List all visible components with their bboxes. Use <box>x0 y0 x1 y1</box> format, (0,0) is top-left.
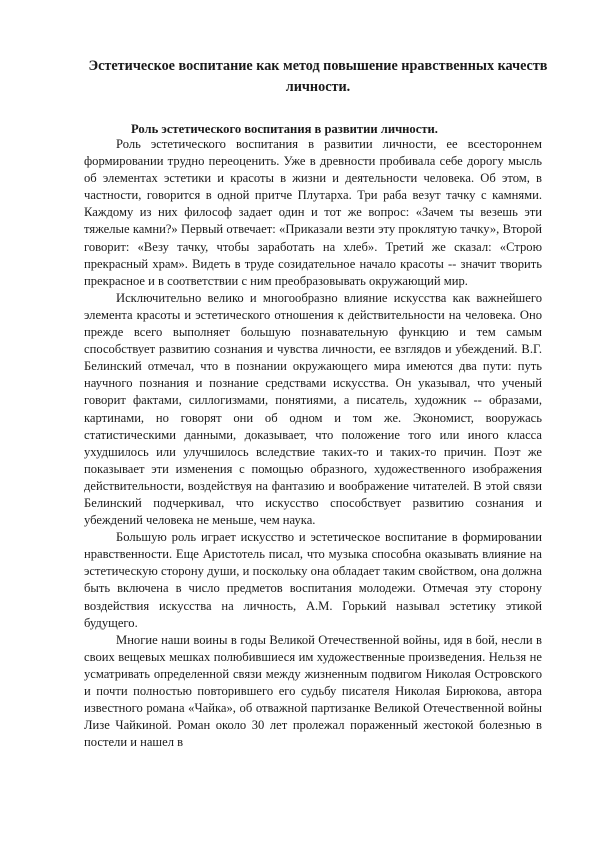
paragraph-3: Большую роль играет искусство и эстетическое воспитание в формировании нравственности. Еще Аристотель писал, что музыка способна оказывать влияние на эстетическую сторону души, и поскольку она обладает таким свойством, она должна быть включена в число предметов воспитания молодежи. Отмечая эту сторону воздействия искусства на личность, А.М. Горький называл эстетику этикой будущего. <box>84 530 542 630</box>
paragraph-1: Роль эстетического воспитания в развитии личности, ее всестороннем формировании трудно переоценить. Уже в древности пробивала себе дорогу мысль об элементах эстетики и красоты в жизни и деятельности человека. Об этом, в частности, говорится в одной притче Плутарха. Три раба везут тачку с камнями. Каждому из них философ задает один и тот же вопрос: «Зачем ты везешь эти тяжелые камни?» Первый отвечает: «Приказали везти эту проклятую тачку», Второй говорит: «Везу тачку, чтобы заработать на хлеб». Третий же сказал: «Строю прекрасный храм». Видеть в труде созидательное начало красоты -- значит творить прекрасное и в соответствии с ним преобразовывать окружающий мир. <box>84 137 542 288</box>
section-heading: Роль эстетического воспитания в развитии личности. <box>131 122 438 136</box>
document-title: Эстетическое воспитание как метод повышение нравственных качеств личности. <box>88 58 548 95</box>
document-body <box>84 136 542 751</box>
paragraph-4: Многие наши воины в годы Великой Отечественной войны, идя в бой, несли в своих вещевых мешках полюбившиеся им художественные произведения. Нельзя не усматривать определенной связи между жизненным подвигом Николая Островского и почти полностью повторившего его судьбу писателя Николая Бирюкова, автора известного романа «Чайка», об отважной партизанке Великой Отечественной войны Лизе Чайкиной. Роман около 30 лет пролежал пораженный жестокой болезнью в постели и нашел в <box>84 632 542 750</box>
paragraph-2: Исключительно велико и многообразно влияние искусства как важнейшего элемента красоты и эстетического отношения к действительности на человека. Оно прежде всего выполняет большую познавательную функцию и тем самым способствует развитию сознания и чувства личности, ее взглядов и убеждений. В.Г. Белинский отмечал, что в познании окружающего мира имеются два пути: путь научного познания и познание средствами искусства. Он указывал, что ученый говорит фактами, силлогизмами, понятиями, а писатель, художник -- образами, картинами, но говорят они об одном и том же. Экономист, вооружась статистическими данными, доказывает, что положение того или иного класса ухудшилось или улучшилось вследствие таких-то и таких-то причин. Поэт же показывает эти изменения с помощью образного, художественного изображения действительности, воздействуя на фантазию и воображение читателей. В этой связи Белинский подчеркивал, что искусство способствует развитию сознания и убеждений человека не меньше, чем наука. <box>84 290 542 528</box>
